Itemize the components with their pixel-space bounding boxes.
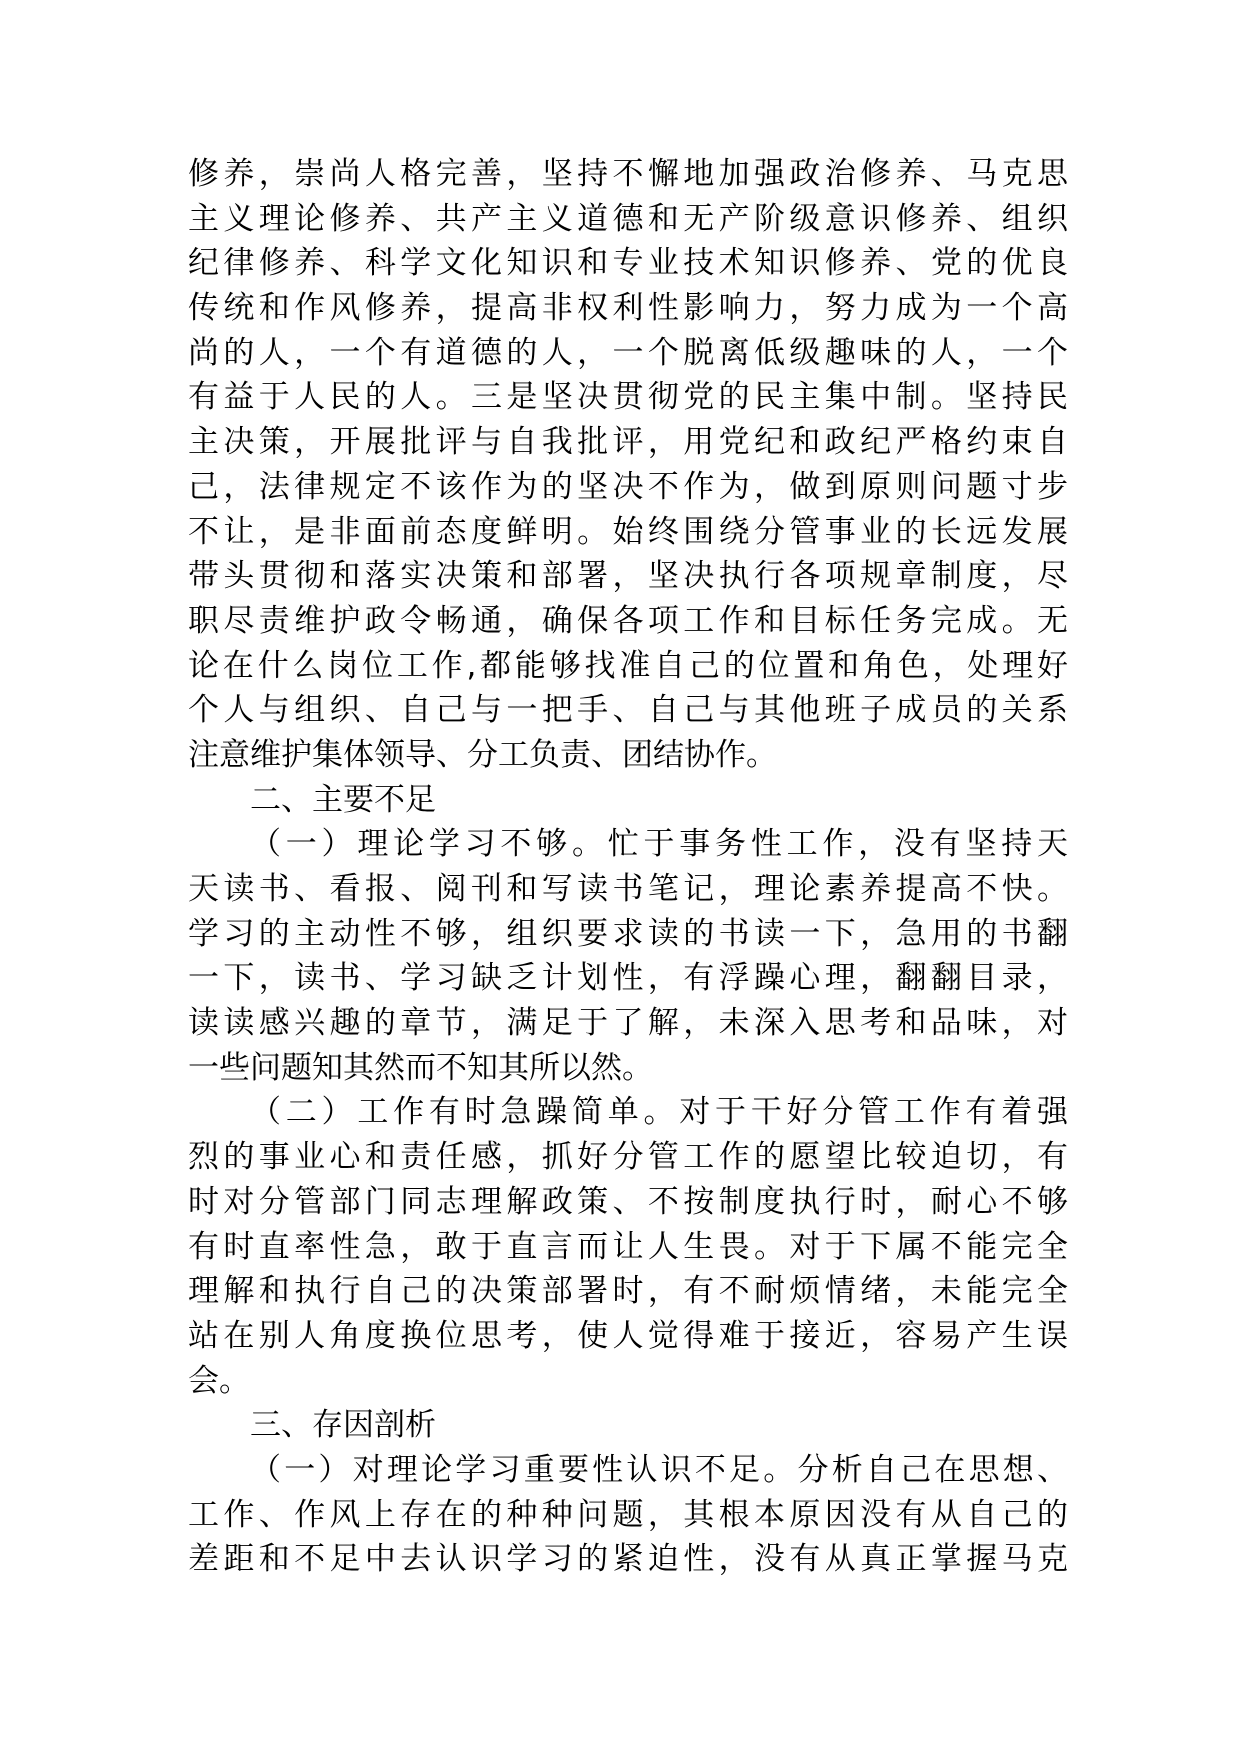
paragraph-line: 理解和执行自己的决策部署时，有不耐烦情绪，未能完全 [188,1273,1068,1310]
paragraph-line: 差距和不足中去认识学习的紧迫性，没有从真正掌握马克 [188,1541,1068,1578]
paragraph-line: 不让，是非面前态度鲜明。始终围绕分管事业的长远发展 [188,513,1068,550]
paragraph-line: 站在别人角度换位思考，使人觉得难于接近，容易产生误 [188,1317,1068,1354]
paragraph-line: 烈的事业心和责任感，抓好分管工作的愿望比较迫切，有 [188,1139,1068,1176]
document-body [188,152,1068,1582]
paragraph-line: 工作、作风上存在的种种问题，其根本原因没有从自己的 [188,1496,1068,1533]
paragraph-line: 有时直率性急，敢于直言而让人生畏。对于下属不能完全 [188,1228,1068,1265]
paragraph-line: 有益于人民的人。三是坚决贯彻党的民主集中制。坚持民 [188,379,1068,416]
paragraph-line: 修养，崇尚人格完善，坚持不懈地加强政治修养、马克思 [188,156,1068,192]
paragraph-line: 会。 [188,1362,250,1399]
paragraph-line: 传统和作风修养，提高非权利性影响力，努力成为一个高 [188,290,1068,327]
paragraph-line: 天读书、看报、阅刊和写读书笔记，理论素养提高不快。 [188,871,1068,907]
paragraph-line: 纪律修养、科学文化知识和专业技术知识修养、党的优良 [188,245,1068,282]
paragraph-line: 个人与组织、自己与一把手、自己与其他班子成员的关系 [188,692,1068,729]
paragraph-line: 注意维护集体领导、分工负责、团结协作。 [188,736,777,773]
paragraph-line: 一下，读书、学习缺乏计划性，有浮躁心理，翻翻目录， [188,960,1068,997]
section-heading-cause-analysis: 三、存因剖析 [250,1407,436,1444]
paragraph-line: 主决策，开展批评与自我批评，用党纪和政纪严格约束自 [188,424,1068,461]
paragraph-line: 读读感兴趣的章节，满足于了解，未深入思考和品味，对 [188,1005,1068,1042]
paragraph-line: 学习的主动性不够，组织要求读的书读一下，急用的书翻 [188,915,1068,952]
paragraph-line: 职尽责维护政令畅通，确保各项工作和目标任务完成。无 [188,602,1068,639]
paragraph-line: 时对分管部门同志理解政策、不按制度执行时，耐心不够 [188,1183,1068,1220]
paragraph-line: 论在什么岗位工作,都能够找准自己的位置和角色，处理好 [188,647,1068,684]
paragraph-line: 带头贯彻和落实决策和部署，坚决执行各项规章制度，尽 [188,558,1068,595]
paragraph-line: 一些问题知其然而不知其所以然。 [188,1049,653,1086]
paragraph-line: （一）理论学习不够。忙于事务性工作，没有坚持天 [250,826,1068,863]
paragraph-line: （二）工作有时急躁简单。对于干好分管工作有着强 [250,1094,1068,1131]
paragraph-line: （一）对理论学习重要性认识不足。分析自己在思想、 [250,1451,1068,1488]
section-heading-shortcomings: 二、主要不足 [250,781,436,818]
paragraph-line: 主义理论修养、共产主义道德和无产阶级意识修养、组织 [188,200,1068,237]
paragraph-line: 尚的人，一个有道德的人，一个脱离低级趣味的人，一个 [188,334,1068,371]
paragraph-line: 己，法律规定不该作为的坚决不作为，做到原则问题寸步 [188,468,1068,505]
